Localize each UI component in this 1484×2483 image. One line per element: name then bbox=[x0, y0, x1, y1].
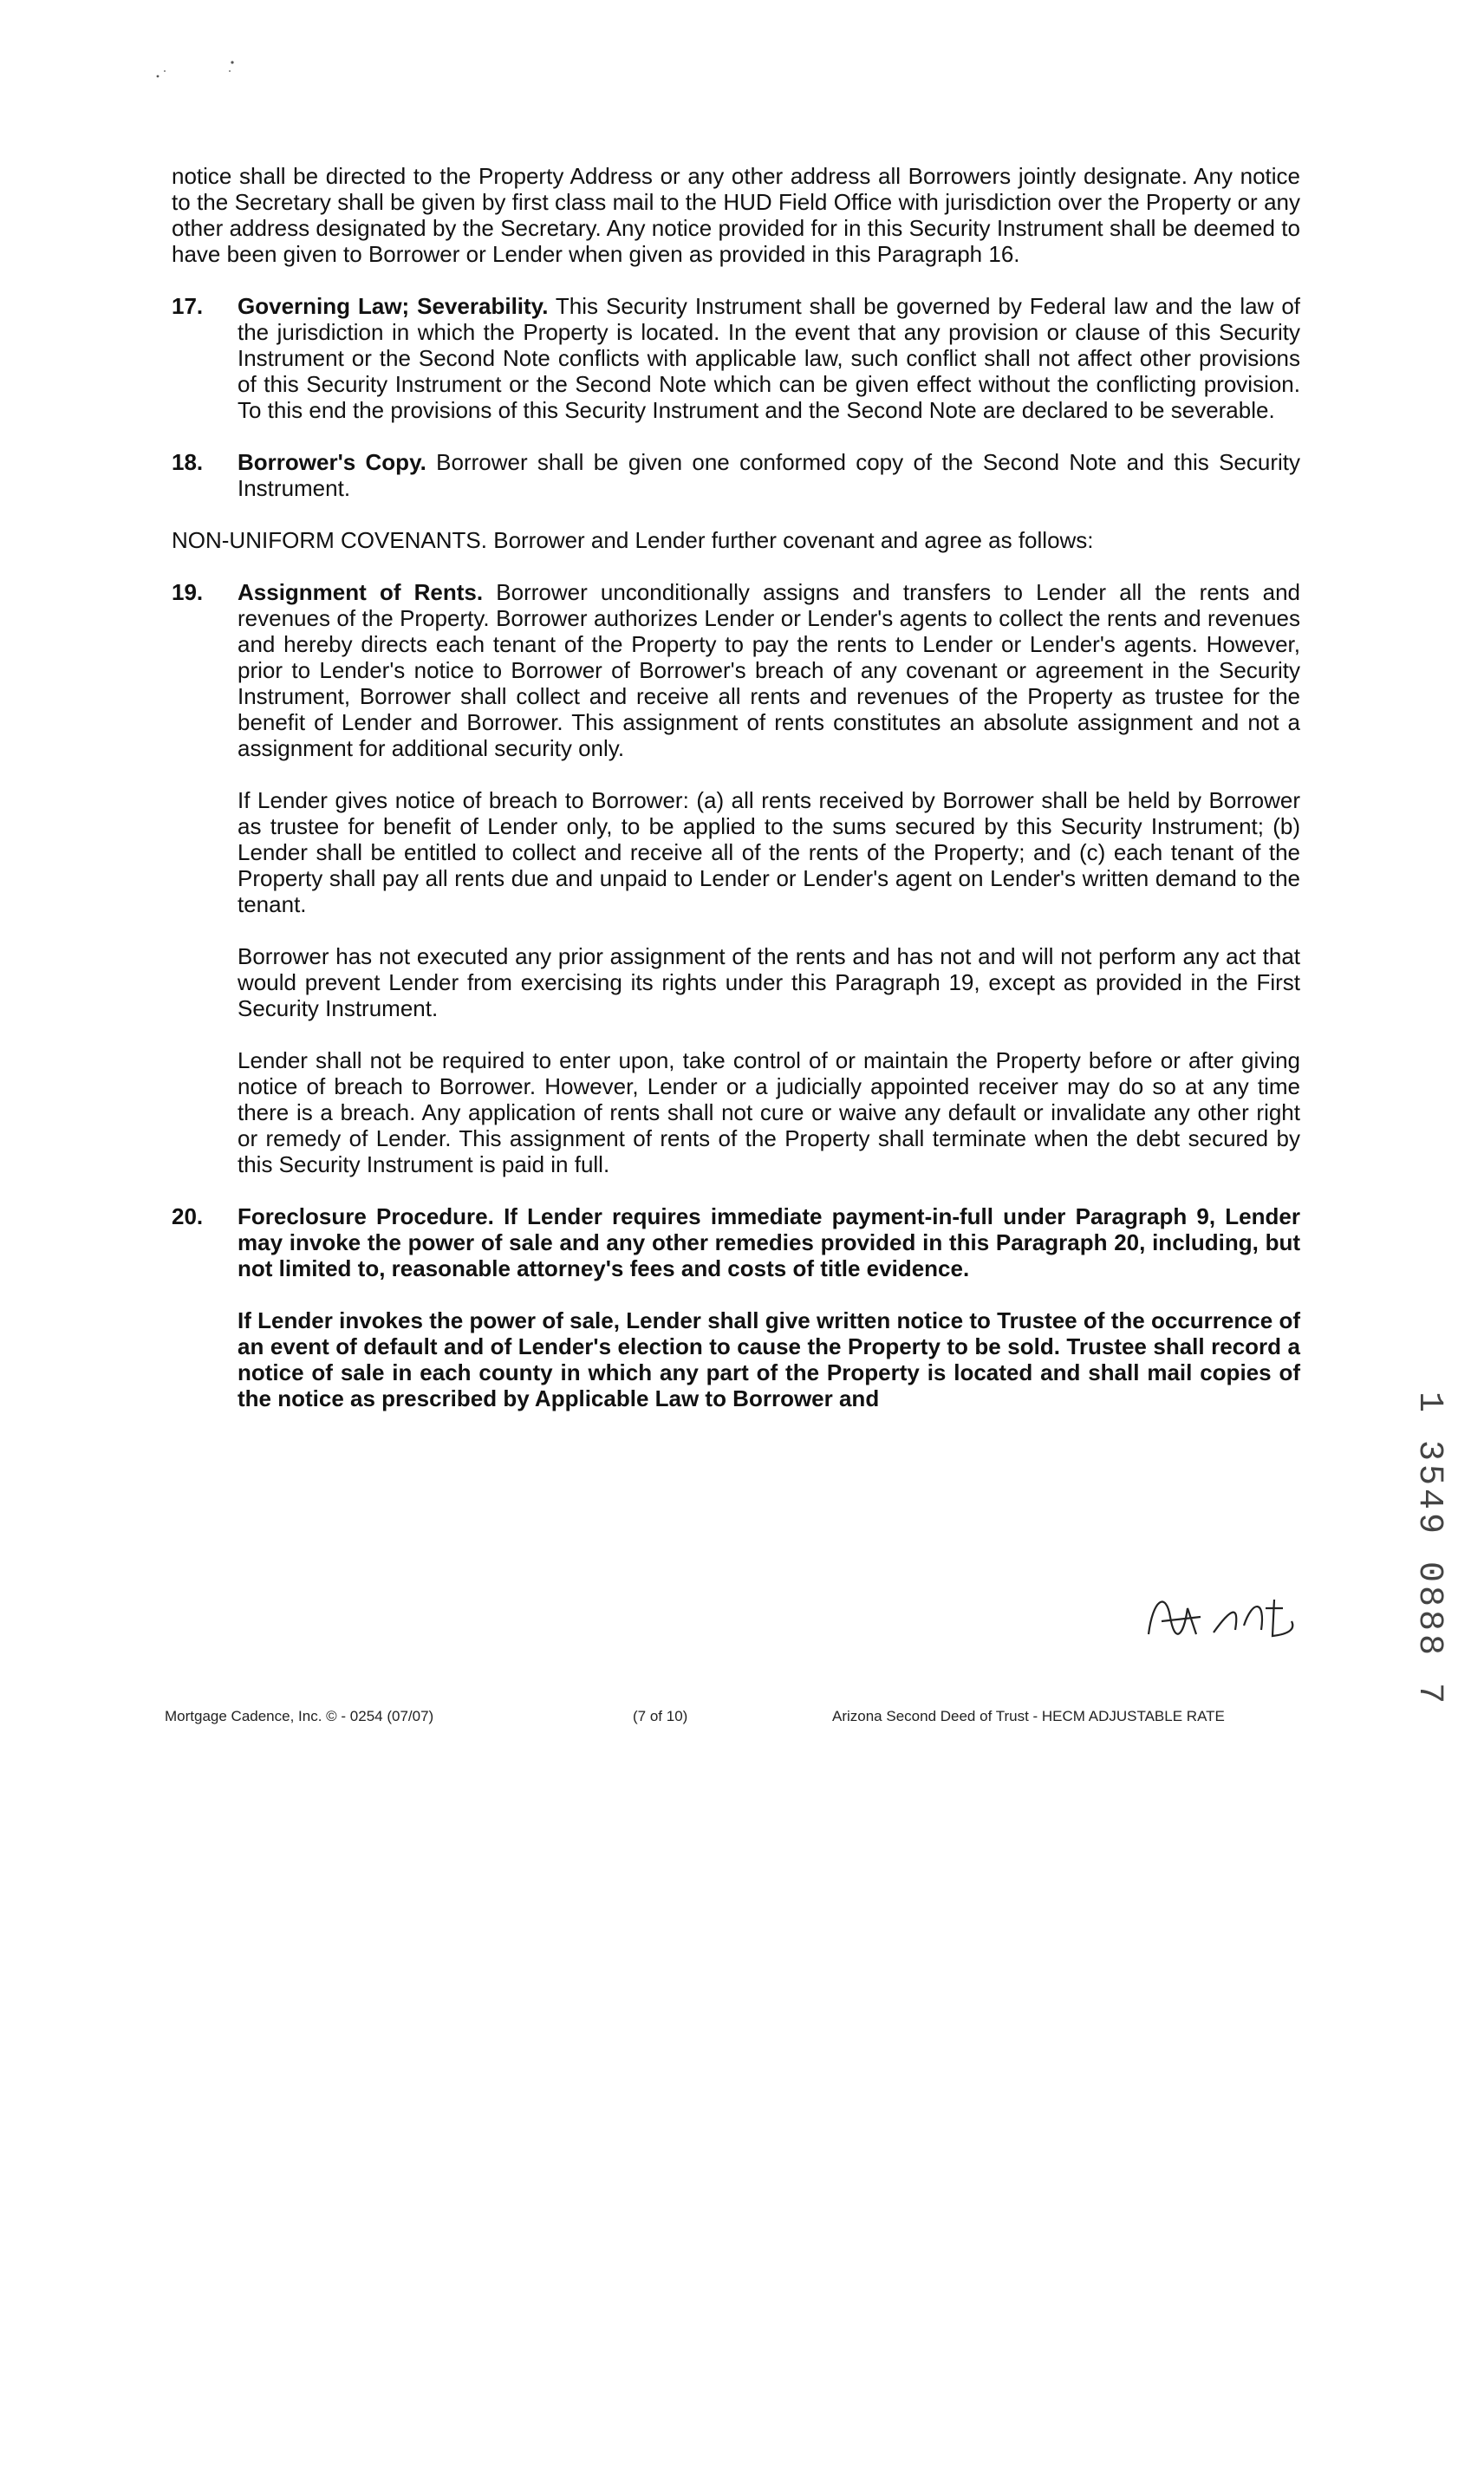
scan-specks bbox=[147, 52, 251, 87]
section-19-heading: Assignment of Rents. bbox=[238, 579, 484, 605]
section-17-heading: Governing Law; Severability. bbox=[238, 293, 549, 319]
document-body bbox=[172, 163, 1300, 1411]
initials-signature bbox=[1136, 1582, 1309, 1647]
section-19-number: 19. bbox=[172, 579, 204, 605]
footer-page-number: (7 of 10) bbox=[633, 1708, 688, 1724]
side-stamp-text: 1 3549 0888 7 bbox=[1409, 1391, 1448, 1708]
section-18-text: Borrower shall be given one conformed copy of the Second Note and this Security Instrument. bbox=[238, 449, 1300, 501]
section-19-text: Borrower unconditionally assigns and transfers to Lender all the rents and revenues of the Property. Borrower authorizes Lender or Lender's agents to collect the rents and revenues and hereby directs each tenant of the Property to pay the rents to Lender or Lender's agents. However, prior to Lender's notice to Borrower of Borrower's breach of any covenant or agreement in the Security Instrument, Borrower shall collect and receive all rents and revenues of the Property as trustee for the benefit of Lender and Borrower. This assignment of rents constitutes an absolute assignment and not a assignment for additional security only. bbox=[238, 579, 1300, 761]
section-19-paragraph: Lender shall not be required to enter upon, take control of or maintain the Property before or after giving notice of breach to Borrower. However, Lender or a judicially appointed receiver may do so at any time there is a breach. Any application of rents shall not cure or waive any default or invalidate any other right or remedy of Lender. This assignment of rents of the Property shall terminate when the debt secured by this Security Instrument is paid in full. bbox=[238, 1047, 1300, 1177]
section-18-number: 18. bbox=[172, 449, 204, 475]
section-20-number: 20. bbox=[172, 1203, 204, 1229]
section-17-text: This Security Instrument shall be governed by Federal law and the law of the jurisdiction in which the Property is located. In the event that any provision or clause of this Security Instrument or the Second Note conflicts with applicable law, such conflict shall not affect other provisions of this Security Instrument or the Second Note which can be given effect without the conflicting provision. To this end the provisions of this Security Instrument and the Second Note are declared to be severable. bbox=[238, 293, 1301, 423]
section-19 bbox=[172, 579, 1300, 761]
non-uniform-covenants: NON-UNIFORM COVENANTS. Borrower and Lender further covenant and agree as follows: bbox=[172, 527, 1094, 553]
section-19-paragraph: If Lender gives notice of breach to Borrower: (a) all rents received by Borrower shall be held by Borrower as trustee for benefit of Lender only, to be applied to the sums secured by this Security Instrument; (b) Lender shall be entitled to collect and receive all of the rents of the Property; and (c) each tenant of the Property shall pay all rents due and unpaid to Lender or Lender's agent on Lender's written demand to the tenant. bbox=[238, 787, 1300, 917]
section-20 bbox=[172, 1203, 1300, 1281]
footer-left: Mortgage Cadence, Inc. © - 0254 (07/07) bbox=[165, 1708, 434, 1724]
section-20-paragraph: If Lender invokes the power of sale, Lender shall give written notice to Trustee of the occurrence of an event of default and of Lender's election to cause the Property to be sold. Trustee shall record a notice of sale in each county in which any part of the Property is located and shall mail copies of the notice as prescribed by Applicable Law to Borrower and bbox=[238, 1307, 1300, 1411]
section-18 bbox=[172, 449, 1300, 501]
section-20-heading: Foreclosure Procedure. bbox=[238, 1203, 494, 1229]
footer-right: Arizona Second Deed of Trust - HECM ADJUSTABLE RATE bbox=[832, 1708, 1225, 1724]
section-18-heading: Borrower's Copy. bbox=[238, 449, 426, 475]
side-stamp bbox=[1409, 1391, 1461, 1708]
section-20-text: If Lender requires immediate payment-in-full under Paragraph 9, Lender may invoke the power of sale and any other remedies provided in this Paragraph 20, including, but not limited to, reasonable attorney's fees and costs of title evidence. bbox=[238, 1203, 1300, 1281]
section-17-number: 17. bbox=[172, 293, 204, 319]
intro-paragraph: notice shall be directed to the Property Address or any other address all Borrowers jointly designate. Any notice to the Secretary shall be given by first class mail to the HUD Field Office with jurisdiction over the Property or any other address designated by the Secretary. Any notice provided for in this Security Instrument shall be deemed to have been given to Borrower or Lender when given as provided in this Paragraph 16. bbox=[172, 163, 1300, 267]
section-17 bbox=[172, 293, 1300, 423]
section-19-paragraph: Borrower has not executed any prior assignment of the rents and has not and will not perform any act that would prevent Lender from exercising its rights under this Paragraph 19, except as provided in the First Security Instrument. bbox=[238, 943, 1300, 1021]
